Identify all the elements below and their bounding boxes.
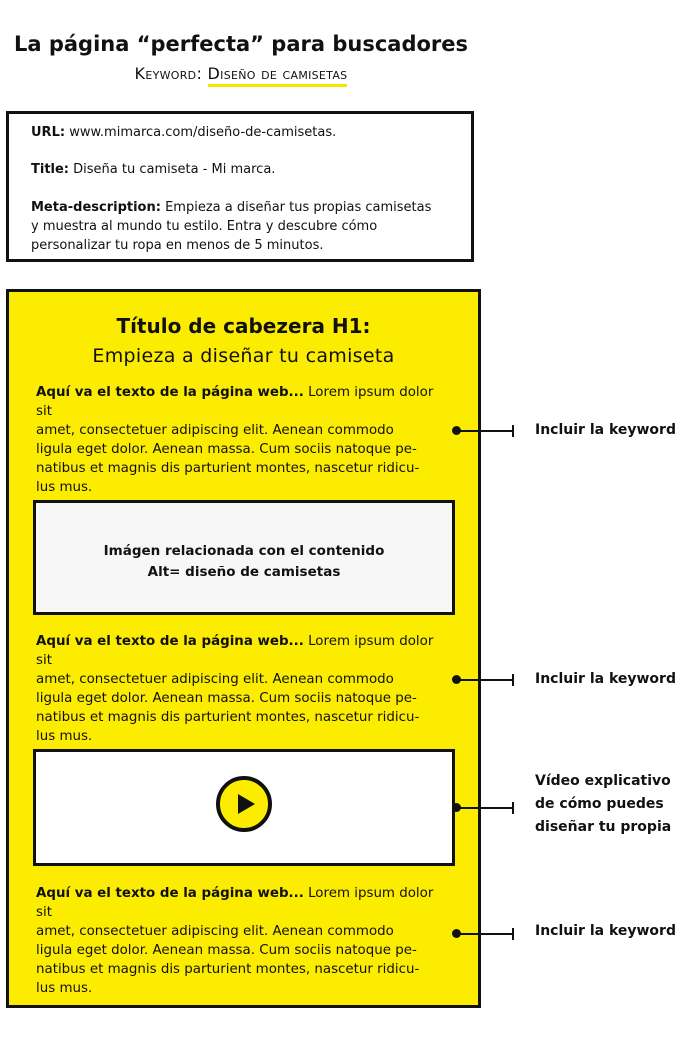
paragraph-line: lus mus. — [36, 729, 93, 744]
paragraph-line — [36, 383, 450, 421]
callout-video — [535, 770, 671, 839]
callout-tick — [512, 425, 514, 437]
paragraph-line1-rest: Lorem ipsum dolor sit — [36, 634, 434, 668]
paragraph-line: amet, consectetuer adipiscing elit. Aenean commodo — [36, 423, 394, 438]
paragraph-line: lus mus. — [36, 981, 93, 996]
paragraph-lead: Aquí va el texto de la página web... — [36, 385, 304, 400]
page-mockup — [6, 289, 481, 1008]
meta-description-line2: y muestra al mundo tu estilo. Entra y descubre cómo — [31, 219, 378, 234]
url-line — [31, 123, 336, 142]
paragraph-line1-rest: Lorem ipsum dolor sit — [36, 886, 434, 920]
callout-keyword-3: Incluir la keyword — [535, 923, 676, 939]
callout-video-line3: diseñar tu propia — [535, 819, 672, 835]
callout-tick — [512, 928, 514, 940]
meta-description-line3: personalizar tu ropa en menos de 5 minutos. — [31, 238, 324, 253]
meta-description-line1 — [31, 198, 431, 217]
callout-line — [457, 430, 514, 432]
paragraph-line: lus mus. — [36, 480, 93, 495]
callout-line — [457, 933, 514, 935]
video-placeholder[interactable] — [33, 749, 455, 866]
play-triangle — [238, 794, 255, 814]
paragraph-line: natibus et magnis dis parturient montes, nascetur ridicu- — [36, 710, 420, 725]
meta-box — [6, 111, 474, 262]
paragraph-line: ligula eget dolor. Aenean massa. Cum sociis natoque pe- — [36, 943, 417, 958]
image-caption — [36, 541, 452, 583]
paragraph-line: ligula eget dolor. Aenean massa. Cum sociis natoque pe- — [36, 442, 417, 457]
paragraph-line — [36, 632, 450, 670]
url-value: www.mimarca.com/diseño-de-camisetas. — [69, 125, 337, 140]
keyword-value: Diseño de camisetas — [208, 64, 348, 87]
callout-tick — [512, 802, 514, 814]
body-paragraph — [36, 884, 450, 998]
h1-label: Título de cabezera H1: — [116, 314, 371, 338]
title-label: Title: — [31, 162, 70, 177]
callout-video-line2: de cómo puedes — [535, 796, 664, 812]
page-title: La página “perfecta” para buscadores — [13, 32, 468, 56]
paragraph-line1-rest: Lorem ipsum dolor sit — [36, 385, 434, 419]
h1-text: Empieza a diseñar tu camiseta — [92, 345, 395, 367]
image-placeholder — [33, 500, 455, 615]
title-value: Diseña tu camiseta - Mi marca. — [73, 162, 276, 177]
url-label: URL: — [31, 125, 66, 140]
paragraph-line: amet, consectetuer adipiscing elit. Aenean commodo — [36, 672, 394, 687]
paragraph-line: ligula eget dolor. Aenean massa. Cum sociis natoque pe- — [36, 691, 417, 706]
callout-tick — [512, 674, 514, 686]
keyword-label: Keyword: — [134, 64, 203, 83]
paragraph-lead: Aquí va el texto de la página web... — [36, 634, 304, 649]
keyword-subtitle — [0, 64, 482, 83]
paragraph-line: amet, consectetuer adipiscing elit. Aenean commodo — [36, 924, 394, 939]
meta-description-text1: Empieza a diseñar tus propias camisetas — [165, 200, 432, 215]
play-icon[interactable] — [216, 776, 272, 832]
paragraph-line: natibus et magnis dis parturient montes, nascetur ridicu- — [36, 461, 420, 476]
paragraph-lead: Aquí va el texto de la página web... — [36, 886, 304, 901]
paragraph-line — [36, 884, 450, 922]
title-line — [31, 160, 275, 179]
image-caption-line1: Imágen relacionada con el contenido — [103, 543, 385, 559]
callout-keyword-1: Incluir la keyword — [535, 422, 676, 438]
body-paragraph — [36, 383, 450, 497]
callout-keyword-2: Incluir la keyword — [535, 671, 676, 687]
callout-video-line1: Vídeo explicativo — [535, 773, 671, 789]
body-paragraph — [36, 632, 450, 746]
image-caption-line2: Alt= diseño de camisetas — [147, 564, 341, 580]
callout-line — [457, 807, 514, 809]
paragraph-line: natibus et magnis dis parturient montes, nascetur ridicu- — [36, 962, 420, 977]
meta-description-label: Meta-description: — [31, 200, 161, 215]
callout-line — [457, 679, 514, 681]
